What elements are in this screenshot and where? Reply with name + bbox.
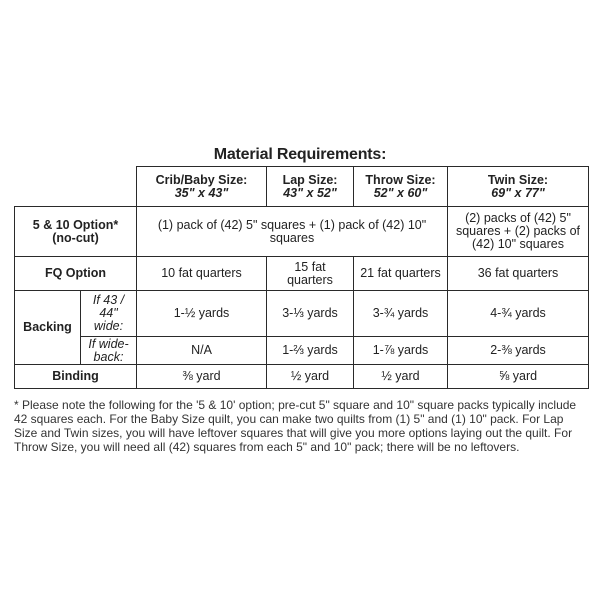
option-510-row: [15, 207, 589, 257]
header-throw: [354, 167, 448, 207]
backing-sub-standard: If 43 / 44" wide:: [81, 291, 137, 337]
backing-wide-twin-cell: 2-⅜ yards: [448, 337, 589, 365]
fq-label: FQ Option: [15, 257, 137, 291]
backing-std-lap-cell: 3-⅓ yards: [267, 291, 354, 337]
header-empty-cell: [15, 167, 137, 207]
backing-row-wide: [15, 337, 589, 365]
backing-std-crib-cell: 1-½ yards: [137, 291, 267, 337]
header-lap-name: Lap Size:: [282, 172, 338, 187]
fq-twin-cell: 36 fat quarters: [448, 257, 589, 291]
option-510-twin-cell: (2) packs of (42) 5" squares + (2) packs of (42) 10" squares: [448, 207, 589, 257]
option-510-label: [15, 207, 137, 257]
header-throw-name: Throw Size:: [365, 172, 436, 187]
backing-row-standard: [15, 291, 589, 337]
binding-label: Binding: [15, 365, 137, 389]
fq-lap-cell: 15 fat quarters: [267, 257, 354, 291]
table-title: Material Requirements:: [213, 146, 387, 163]
footnote: * Please note the following for the '5 & 10' option; pre-cut 5" square and 10" square packs typically include 42 squares each. For the Baby Size quilt, you can make two quilts from (1) 5" and (1) 10" pack. For Lap Size and Twin sizes, you will have leftover squares that will give you more options laying out the quilt. For Throw Size, you will need all (42) squares from each 5" and 10" pack; there will be no leftovers.: [14, 398, 577, 454]
option-510-label-line1: 5 & 10 Option*: [32, 217, 119, 232]
header-lap-dim: 43" x 52": [283, 185, 337, 200]
binding-twin-cell: ⅝ yard: [448, 365, 589, 389]
binding-row: [15, 365, 589, 389]
header-twin: [448, 167, 589, 207]
material-requirements-table: [14, 166, 589, 389]
fq-throw-cell: 21 fat quarters: [354, 257, 448, 291]
header-throw-dim: 52" x 60": [373, 185, 428, 200]
backing-std-throw-cell: 3-¾ yards: [354, 291, 448, 337]
backing-std-twin-cell: 4-¾ yards: [448, 291, 589, 337]
header-twin-dim: 69" x 77": [491, 185, 545, 200]
header-crib-dim: 35" x 43": [174, 185, 229, 200]
header-lap: [267, 167, 354, 207]
option-510-label-line2: (no-cut): [52, 230, 99, 245]
binding-lap-cell: ½ yard: [267, 365, 354, 389]
binding-crib-cell: ⅜ yard: [137, 365, 267, 389]
header-row: [15, 167, 589, 207]
header-crib: [137, 167, 267, 207]
binding-throw-cell: ½ yard: [354, 365, 448, 389]
backing-sub-wide: If wide-back:: [81, 337, 137, 365]
backing-wide-crib-cell: N/A: [137, 337, 267, 365]
backing-wide-lap-cell: 1-⅔ yards: [267, 337, 354, 365]
header-twin-name: Twin Size:: [487, 172, 549, 187]
fq-row: [15, 257, 589, 291]
fq-crib-cell: 10 fat quarters: [137, 257, 267, 291]
header-crib-name: Crib/Baby Size:: [155, 172, 248, 187]
backing-wide-throw-cell: 1-⅞ yards: [354, 337, 448, 365]
option-510-merged-cell: (1) pack of (42) 5" squares + (1) pack of (42) 10" squares: [137, 207, 448, 257]
backing-label: Backing: [15, 291, 81, 365]
